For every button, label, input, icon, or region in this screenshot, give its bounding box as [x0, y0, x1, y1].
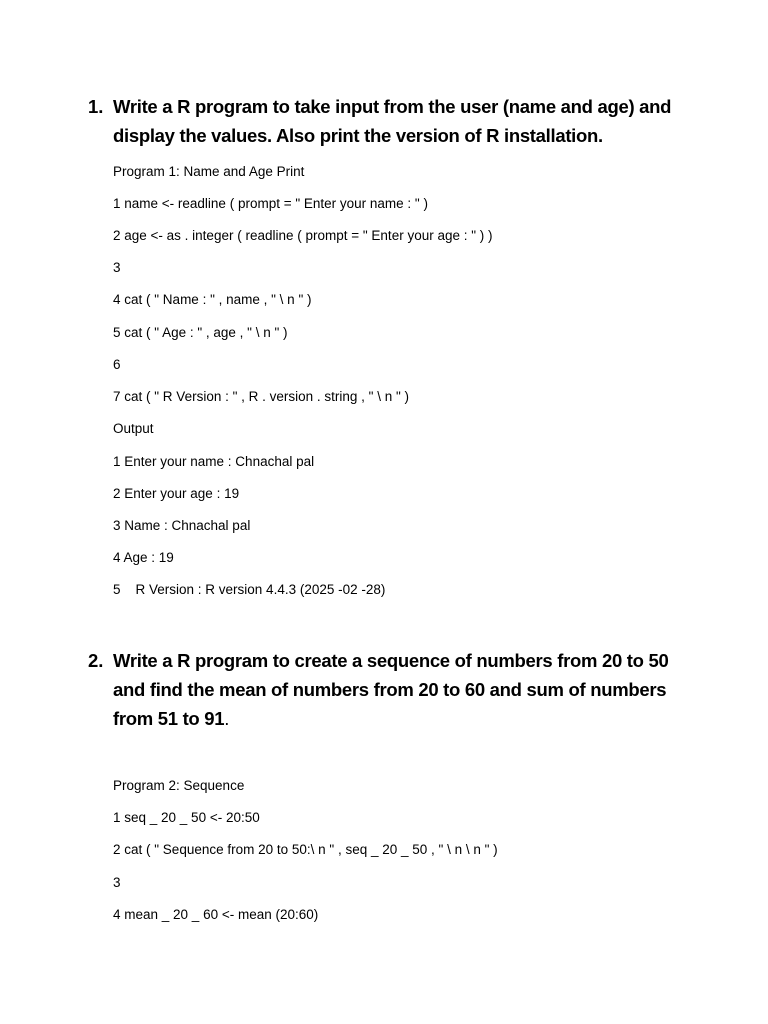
code-line: 5 cat ( " Age : " , age , " \ n " ): [113, 325, 288, 340]
code-line: 3: [113, 875, 121, 890]
output-line: 3 Name : Chnachal pal: [113, 518, 251, 533]
code-line: 4 cat ( " Name : " , name , " \ n " ): [113, 292, 312, 307]
output-line: 1 Enter your name : Chnachal pal: [113, 454, 315, 469]
code-line: 1 seq _ 20 _ 50 <- 20:50: [113, 810, 260, 825]
program-title: Program 1: Name and Age Print: [113, 164, 305, 179]
question-text: Write a R program to create a sequence of numbers from 20 to 50 and find the mean of numbers from 20 to 60 and sum of numbers from 51 to 91.: [113, 650, 669, 729]
code-line: 4 mean _ 20 _ 60 <- mean (20:60): [113, 907, 319, 922]
question-number: 1.: [88, 96, 104, 117]
code-line: 2 cat ( " Sequence from 20 to 50:\ n " , seq _ 20 _ 50 , " \ n \ n " ): [113, 842, 498, 857]
code-line: 2 age <- as . integer ( readline ( prompt = " Enter your age : " ) ): [113, 228, 493, 243]
program-title: Program 2: Sequence: [113, 778, 245, 793]
output-line: 4 Age : 19: [113, 550, 174, 565]
code-line: 6: [113, 357, 121, 372]
code-line: 3: [113, 260, 121, 275]
question-number: 2.: [88, 650, 104, 671]
output-line: 5 R Version : R version 4.4.3 (2025 -02 -28): [113, 582, 386, 597]
code-line: 7 cat ( " R Version : " , R . version . string , " \ n " ): [113, 389, 410, 404]
output-line: 2 Enter your age : 19: [113, 486, 240, 501]
output-heading: Output: [113, 421, 154, 436]
question-text: Write a R program to take input from the user (name and age) and display the values. Also print the version of R installation.: [113, 96, 672, 146]
code-line: 1 name <- readline ( prompt = " Enter your name : " ): [113, 196, 428, 211]
